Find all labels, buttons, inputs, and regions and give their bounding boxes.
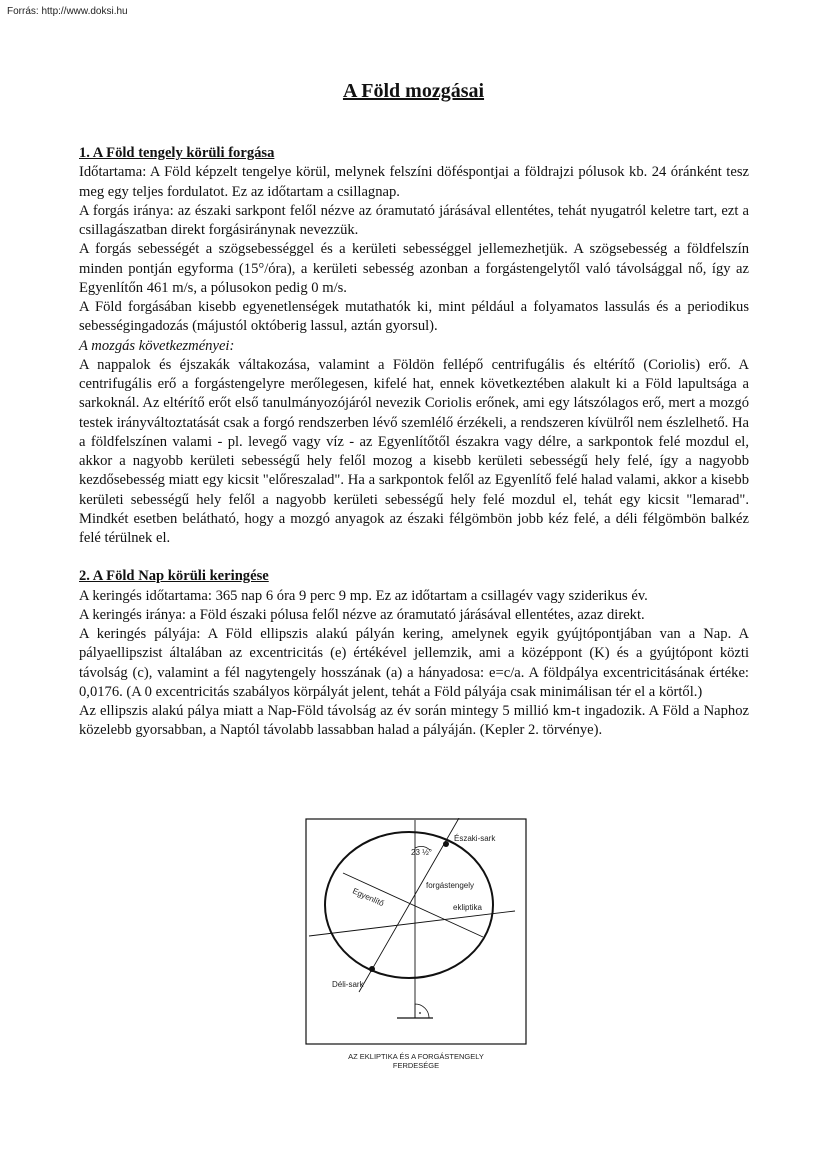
document-body: [79, 144, 749, 741]
earth-axis-diagram: [305, 818, 527, 1072]
section2-paragraph-1: A keringés időtartama: 365 nap 6 óra 9 perc 9 mp. Ez az időtartam a csillagév vagy sziderikus év.: [79, 587, 648, 604]
source-note: Forrás: http://www.doksi.hu: [7, 6, 128, 17]
label-rotation-axis: forgástengely: [426, 881, 475, 890]
south-pole-dot: [369, 966, 375, 972]
section2-paragraph-4: Az ellipszis alakú pálya miatt a Nap-Föld távolság az év során mintegy 5 millió km-t ingadozik. A Föld a Naphoz közelebb gyorsabban, a Naptól távolabb lassabban halad a pályáján. (Kepler 2. törvénye).: [79, 703, 749, 739]
section2-paragraph-2: A keringés iránya: a Föld északi pólusa felől nézve az óramutató járásával ellentétes, azaz direkt.: [79, 606, 645, 623]
right-angle-mark: [415, 1004, 429, 1018]
section1-subheading: A mozgás következményei:: [79, 337, 235, 354]
figure-caption-line-2: FERDESÉGE: [392, 1061, 440, 1070]
section1-paragraph-4: A Föld forgásában kisebb egyenetlenségek mutathatók ki, mint például a folyamatos lassulás és a periodikus sebességingadozás (májustól októberig lassul, aztán gyorsul).: [79, 299, 749, 335]
section1-paragraph-3: A forgás sebességét a szögsebességgel és a kerületi sebességgel jellemezhetjük. A szögsebesség a földfelszín minden pontján egyforma (15°/óra), a kerületi sebesség azonban a forgástengelytől való távolsággal nő, így az Egyenlítőn 461 m/s, a pólusokon pedig 0 m/s.: [79, 241, 749, 296]
right-angle-dot: [419, 1012, 421, 1014]
page-title: A Föld mozgásai: [342, 80, 485, 102]
north-pole-dot: [443, 841, 449, 847]
figure-caption: [305, 1052, 527, 1070]
section1-paragraph-1: Időtartama: A Föld képzelt tengelye körül, melynek felszíni döféspontjai a földrajzi pólusok kb. 24 óránként tesz meg egy teljes fordulatot. Ez az időtartam a csillagnap.: [79, 164, 749, 200]
ecliptic-line: [309, 911, 515, 936]
section1-paragraph-5: A nappalok és éjszakák váltakozása, valamint a Földön fellépő centrifugális és eltérítő (Coriolis) erő. A centrifugális erő a forgástengelyre merőlegesen, kifelé hat, ennek következtében alakult ki a Föld lapultsága a sarkoknál. Az eltérítő erőt első tanulmányozójáról nevezik Coriolis erőnek, ami egy látszólagos erő, mert a mozgó testek irányváltoztatását csak a forgó rendszerben lévő szemlélő érzékeli, a rendszeren kívülről nem észlelhető. Ha a földfelszínen valami - pl. levegő vagy víz - az Egyenlítőtől északra vagy délre, a sarkpontok felé mozdul el, akkor a nagyobb kerületi sebességű hely felől mozog a kisebb kerületi sebességű hely felé, így a nagyobb kezdősebesség miatt egy kicsit "előreszalad". Ha a sarkpontok felől az Egyenlítő felé halad valami, akkor a kisebb kerületi sebességű hely felől a nagyobb kerületi sebességű hely felé mozdul el, tehát egy kicsit "lemarad". Mindkét esetben belátható, hogy a mozgó anyagok az északi félgömbön jobb kéz felé, a déli félgömbön balkéz felé térülnek el.: [79, 356, 749, 546]
label-ecliptic: ekliptika: [453, 903, 482, 912]
label-south-pole: Déli-sark: [332, 980, 364, 989]
label-north-pole: Északi-sark: [454, 834, 496, 843]
label-tilt-angle: 23 ½°: [411, 848, 432, 857]
section2-paragraph-3: A keringés pályája: A Föld ellipszis alakú pályán kering, amelynek egyik gyújtópontjában van a Nap. A pályaellipszist általában az excentricitás (e) értékével jellemzik, ami a középpont (K) és a gyújtópont közti távolság (c), valamint a fél nagytengely hosszának (a) a hányadosa: e=c/a. A földpálya excentricitásának értéke: 0,0176. (A 0 excentricitás szabályos körpályát jelent, tehát a Föld pályája csak minimálisan tér el a körtől.): [79, 626, 749, 700]
figure-caption-line-1: AZ EKLIPTIKA ÉS A FORGÁSTENGELY: [348, 1052, 484, 1061]
label-equator: Egyenlítő: [351, 886, 386, 909]
section1-heading: 1. A Föld tengely körüli forgása: [79, 145, 275, 161]
section2-heading: 2. A Föld Nap körüli keringése: [79, 568, 269, 585]
section1-paragraph-2: A forgás iránya: az északi sarkpont felől nézve az óramutató járásával ellentétes, tehát nyugatról keletre tart, ezt a csillagászatban direkt forgásiránynak nevezzük.: [79, 202, 749, 238]
